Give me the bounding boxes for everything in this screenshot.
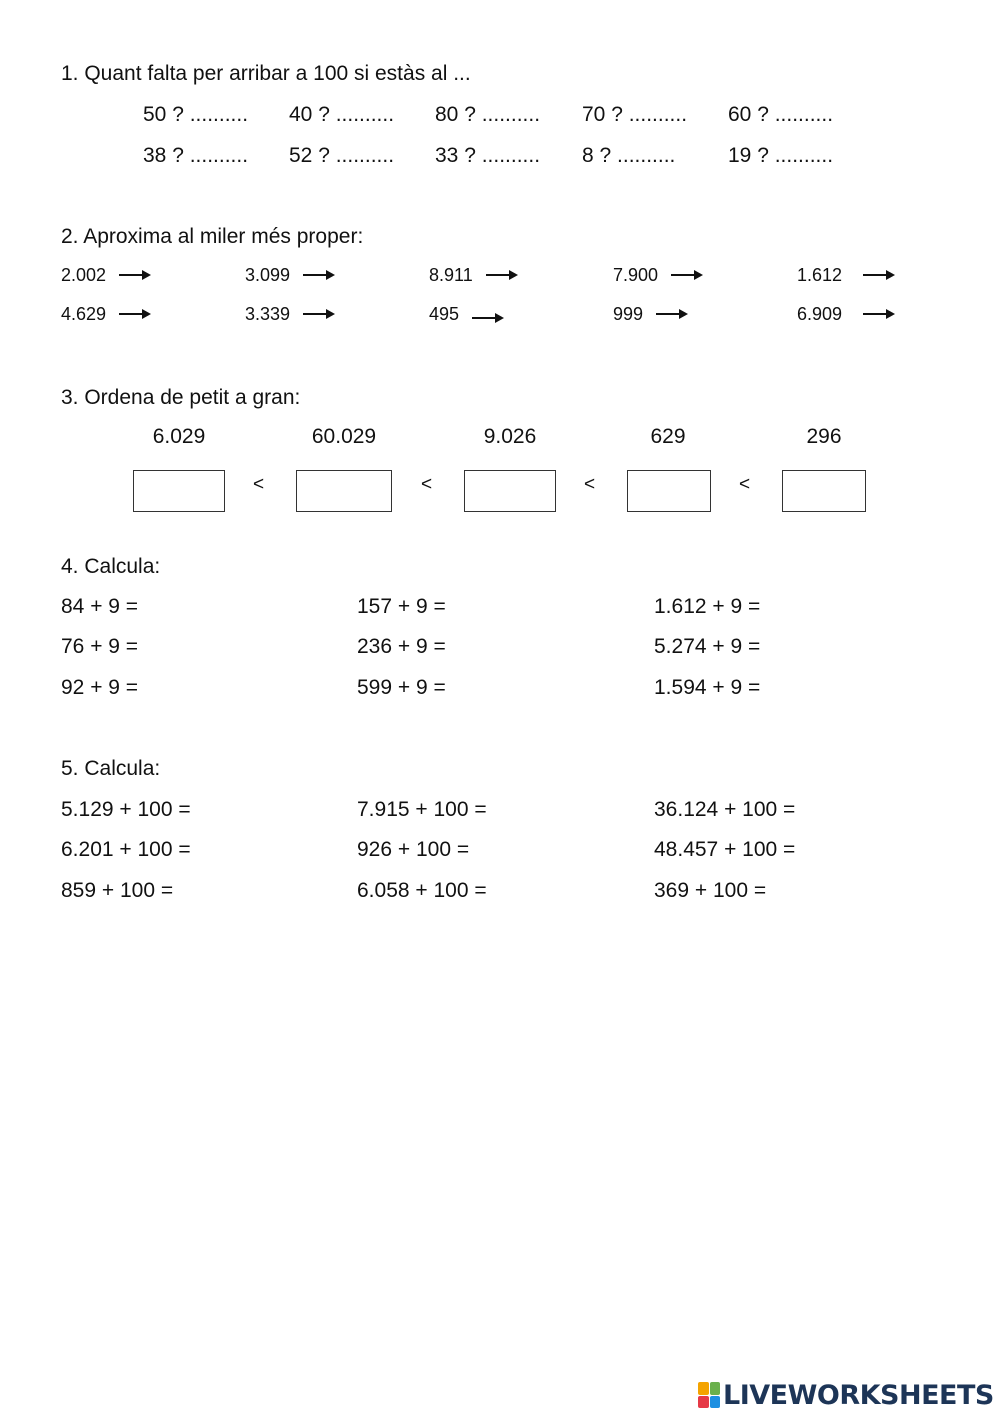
round-item[interactable] bbox=[245, 303, 336, 325]
less-than-sign: < bbox=[253, 474, 265, 495]
calc-item[interactable]: 84 + 9 = bbox=[61, 595, 139, 618]
section-1-heading: 1. Quant falta per arribar a 100 si estàs al ... bbox=[61, 62, 471, 85]
right-arrow-icon bbox=[862, 268, 896, 282]
order-number: 6.029 bbox=[152, 425, 206, 448]
calc-item[interactable]: 369 + 100 = bbox=[654, 879, 767, 902]
round-item[interactable] bbox=[61, 303, 152, 325]
calc-item[interactable]: 6.201 + 100 = bbox=[61, 838, 191, 861]
right-arrow-icon bbox=[655, 307, 689, 321]
missing-to-100-item[interactable]: 33 ? .......... bbox=[435, 144, 541, 167]
missing-to-100-item[interactable]: 8 ? .......... bbox=[582, 144, 676, 167]
right-arrow-icon bbox=[118, 268, 152, 282]
liveworksheets-logo[interactable] bbox=[698, 1378, 994, 1412]
round-number: 1.612 bbox=[797, 265, 843, 285]
calc-item[interactable]: 157 + 9 = bbox=[357, 595, 446, 618]
less-than-sign: < bbox=[421, 474, 433, 495]
right-arrow-icon bbox=[302, 307, 336, 321]
right-arrow-icon bbox=[118, 307, 152, 321]
calc-item[interactable]: 236 + 9 = bbox=[357, 635, 446, 658]
section-3-heading: 3. Ordena de petit a gran: bbox=[61, 386, 301, 409]
order-number: 296 bbox=[806, 425, 842, 448]
calc-item[interactable]: 1.612 + 9 = bbox=[654, 595, 761, 618]
missing-to-100-item[interactable]: 38 ? .......... bbox=[143, 144, 249, 167]
order-number: 629 bbox=[650, 425, 686, 448]
order-answer-box[interactable] bbox=[133, 470, 225, 512]
calc-item[interactable]: 859 + 100 = bbox=[61, 879, 174, 902]
calc-item[interactable]: 926 + 100 = bbox=[357, 838, 470, 861]
calc-item[interactable]: 36.124 + 100 = bbox=[654, 798, 796, 821]
missing-to-100-item[interactable]: 50 ? .......... bbox=[143, 103, 249, 126]
calc-item[interactable]: 48.457 + 100 = bbox=[654, 838, 796, 861]
right-arrow-icon bbox=[302, 268, 336, 282]
round-number: 6.909 bbox=[797, 304, 843, 324]
right-arrow-icon bbox=[471, 311, 505, 325]
calc-item[interactable]: 76 + 9 = bbox=[61, 635, 139, 658]
round-number: 7.900 bbox=[613, 265, 659, 285]
missing-to-100-item[interactable]: 70 ? .......... bbox=[582, 103, 688, 126]
round-number: 495 bbox=[429, 304, 460, 324]
section-5-heading: 5. Calcula: bbox=[61, 757, 161, 780]
calc-item[interactable]: 5.274 + 9 = bbox=[654, 635, 761, 658]
calc-item[interactable]: 7.915 + 100 = bbox=[357, 798, 487, 821]
less-than-sign: < bbox=[584, 474, 596, 495]
round-item[interactable] bbox=[429, 264, 519, 286]
order-answer-box[interactable] bbox=[782, 470, 866, 512]
section-2-heading: 2. Aproxima al miler més proper: bbox=[61, 225, 364, 248]
round-item[interactable] bbox=[797, 264, 896, 286]
round-item[interactable] bbox=[245, 264, 336, 286]
right-arrow-icon bbox=[485, 268, 519, 282]
missing-to-100-item[interactable]: 60 ? .......... bbox=[728, 103, 834, 126]
order-answer-box[interactable] bbox=[464, 470, 556, 512]
round-item[interactable] bbox=[797, 303, 896, 325]
calc-item[interactable]: 5.129 + 100 = bbox=[61, 798, 191, 821]
round-number: 2.002 bbox=[61, 265, 107, 285]
calc-item[interactable]: 92 + 9 = bbox=[61, 676, 139, 699]
round-item[interactable] bbox=[613, 264, 704, 286]
round-number: 999 bbox=[613, 304, 644, 324]
missing-to-100-item[interactable]: 80 ? .......... bbox=[435, 103, 541, 126]
order-number: 9.026 bbox=[483, 425, 537, 448]
right-arrow-icon bbox=[862, 307, 896, 321]
order-answer-box[interactable] bbox=[296, 470, 392, 512]
right-arrow-icon bbox=[670, 268, 704, 282]
calc-item[interactable]: 6.058 + 100 = bbox=[357, 879, 487, 902]
calc-item[interactable]: 1.594 + 9 = bbox=[654, 676, 761, 699]
liveworksheets-logo-icon bbox=[698, 1382, 720, 1408]
logo-text: LIVEWORKSHEETS bbox=[723, 1379, 994, 1411]
missing-to-100-item[interactable]: 19 ? .......... bbox=[728, 144, 834, 167]
less-than-sign: < bbox=[739, 474, 751, 495]
section-4-heading: 4. Calcula: bbox=[61, 555, 161, 578]
round-item[interactable] bbox=[61, 264, 152, 286]
missing-to-100-item[interactable]: 52 ? .......... bbox=[289, 144, 395, 167]
calc-item[interactable]: 599 + 9 = bbox=[357, 676, 446, 699]
order-answer-box[interactable] bbox=[627, 470, 711, 512]
order-number: 60.029 bbox=[311, 425, 377, 448]
round-item[interactable] bbox=[429, 303, 505, 325]
round-number: 3.339 bbox=[245, 304, 291, 324]
round-number: 4.629 bbox=[61, 304, 107, 324]
round-number: 8.911 bbox=[429, 265, 473, 285]
round-number: 3.099 bbox=[245, 265, 291, 285]
missing-to-100-item[interactable]: 40 ? .......... bbox=[289, 103, 395, 126]
round-item[interactable] bbox=[613, 303, 689, 325]
